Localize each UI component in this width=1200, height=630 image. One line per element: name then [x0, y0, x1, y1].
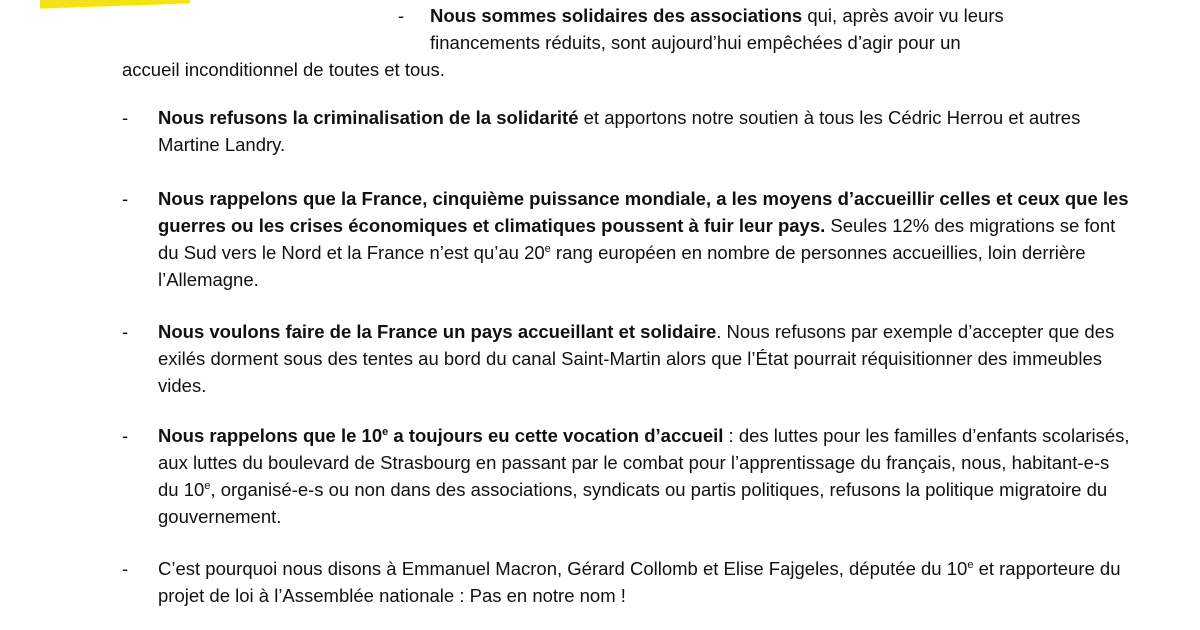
- bullet-dash: -: [122, 425, 129, 446]
- bullet-criminalisation: [122, 104, 1132, 158]
- bullet-puissance-mondiale: [122, 185, 1132, 293]
- bullet-line: [122, 2, 1132, 29]
- bullet-bold-text: Nous rappelons que la France, cinquième puissance mondiale, a les moyens d’accueillir celles et ceux que les guerres ou les crises économiques et climatiques poussent à fuir leur pays.: [158, 188, 1129, 236]
- bullet-text: C’est pourquoi nous disons à Emmanuel Macron, Gérard Collomb et Elise Fajgeles, députée du 10: [158, 558, 968, 579]
- bullet-line: accueil inconditionnel de toutes et tous.: [122, 59, 445, 80]
- superscript: e: [967, 559, 974, 571]
- superscript: e: [204, 480, 211, 492]
- bullet-pas-en-notre-nom: [122, 555, 1132, 609]
- bullet-bold-part: a toujours eu cette vocation d’accueil: [388, 425, 724, 446]
- bullet-paragraph: [122, 318, 1132, 399]
- bullet-text: et apportons notre soutien à tous les Cédric Herrou et autres Martine Landry.: [158, 107, 1081, 155]
- bullet-bold-text: Nous voulons faire de la France un pays accueillant et solidaire: [158, 321, 717, 342]
- bullet-text: . Nous refusons par exemple d’accepter que des exilés dorment sous des tentes au bord du canal Saint-Martin alors que l’État pourrait réquisitionner des immeubles vides.: [158, 321, 1115, 396]
- bullet-bold-part: Nous rappelons que le 10: [158, 425, 383, 446]
- bullet-vocation-accueil: [122, 422, 1132, 530]
- bullet-pays-accueillant: [122, 318, 1132, 399]
- bullet-solidaires-associations: [122, 2, 1132, 83]
- bullet-text: rang européen en nombre de personnes accueillies, loin derrière l’Allemagne.: [158, 242, 1086, 290]
- superscript: e: [382, 426, 389, 438]
- bullet-paragraph: [122, 104, 1132, 158]
- bullet-paragraph: [122, 185, 1132, 293]
- bullet-text: , organisé-e-s ou non dans des associations, syndicats ou partis politiques, refusons la politique migratoire du gouvernement.: [158, 479, 1108, 527]
- bullet-dash: -: [122, 107, 129, 128]
- bullet-text: : des luttes pour les familles d’enfants scolarisés, aux luttes du boulevard de Strasbourg en passant par le combat pour l’apprentissage du français, nous, habitant-e-s du 10: [158, 425, 1130, 500]
- bullet-bold-text: [158, 425, 723, 446]
- bullet-dash: -: [122, 558, 129, 579]
- bullet-bold-text: Nous refusons la criminalisation de la solidarité: [158, 107, 579, 128]
- superscript: e: [544, 243, 551, 255]
- bullet-dash: -: [122, 188, 129, 209]
- bullet-text: et rapporteure du projet de loi à l’Assemblée nationale : Pas en notre nom !: [158, 558, 1121, 606]
- bullet-line: financements réduits, sont aujourd’hui empêchées d’agir pour un: [430, 32, 961, 53]
- bullet-dash: -: [122, 321, 129, 342]
- bullet-paragraph: [122, 555, 1132, 609]
- bullet-text: Seules 12% des migrations se font du Sud vers le Nord et la France n’est qu’au 20: [158, 215, 1116, 263]
- bullet-text: qui, après avoir vu leurs: [802, 5, 1004, 26]
- bullet-bold-text: Nous sommes solidaires des associations: [430, 5, 803, 26]
- bullet-paragraph: [122, 422, 1132, 530]
- bullet-dash: -: [398, 5, 405, 26]
